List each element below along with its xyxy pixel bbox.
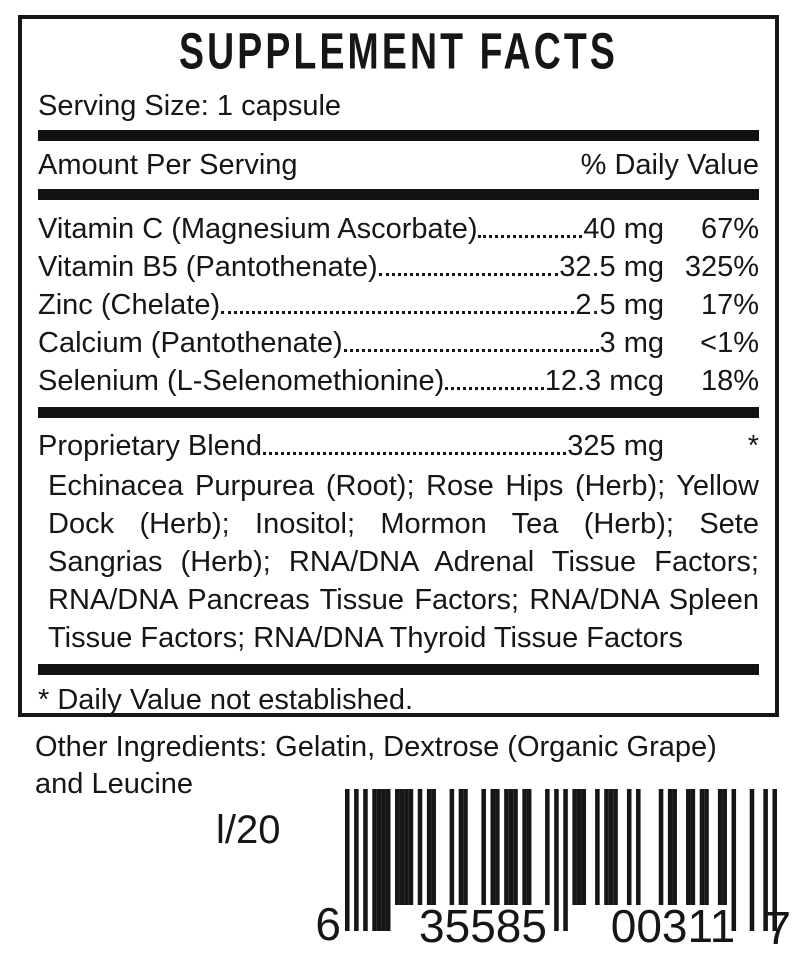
proprietary-blend-section bbox=[38, 427, 759, 657]
dot-leader bbox=[263, 452, 566, 455]
blend-description: Echinacea Purpurea (Root); Rose Hips (Herb); Yellow Dock (Herb); Inositol; Mormon Tea (Herb); Sete Sangrias (Herb); RNA/DNA Adrenal Tissue Factors; RNA/DNA Pancreas Tissue Factors; RNA/DNA Spleen Tissue Factors; RNA/DNA Thyroid Tissue Factors bbox=[48, 470, 759, 654]
nutrient-amount: 32.5 mg bbox=[559, 251, 664, 283]
nutrient-row bbox=[38, 210, 759, 248]
nutrient-name: Calcium (Pantothenate) bbox=[38, 327, 343, 359]
nutrient-amount: 2.5 mg bbox=[575, 289, 664, 321]
nutrient-row bbox=[38, 324, 759, 362]
panel-header-row bbox=[38, 148, 759, 182]
nutrient-row bbox=[38, 286, 759, 324]
separator-bar bbox=[38, 664, 759, 675]
nutrient-row bbox=[38, 362, 759, 400]
nutrient-rows bbox=[38, 210, 759, 400]
separator-bar bbox=[38, 130, 759, 141]
nutrient-amount: 12.3 mcg bbox=[544, 365, 664, 397]
lot-code-text: l/20 bbox=[216, 808, 281, 852]
separator-bar bbox=[38, 407, 759, 418]
nutrient-name: Vitamin B5 (Pantothenate) bbox=[38, 251, 378, 283]
dot-leader bbox=[344, 349, 599, 352]
other-ingredients-text: Other Ingredients: Gelatin, Dextrose (Organic Grape) and Leucine bbox=[35, 731, 717, 800]
barcode-digit-first: 6 bbox=[315, 898, 341, 950]
panel-title: SUPPLEMENT FACTS bbox=[179, 23, 618, 81]
blend-amount: 325 mg bbox=[567, 430, 664, 462]
daily-value-footnote: * Daily Value not established. bbox=[38, 684, 414, 716]
nutrient-name: Selenium (L-Selenomethionine) bbox=[38, 365, 445, 397]
nutrient-daily-value: 18% bbox=[700, 365, 759, 397]
nutrient-daily-value: 67% bbox=[700, 213, 759, 245]
nutrient-amount: 3 mg bbox=[599, 327, 664, 359]
nutrient-daily-value: <1% bbox=[700, 327, 759, 359]
upc-barcode bbox=[315, 789, 791, 954]
nutrient-amount: 40 mg bbox=[583, 213, 664, 245]
blend-name: Proprietary Blend bbox=[38, 430, 263, 462]
dot-leader bbox=[478, 235, 582, 238]
serving-size-text: Serving Size: 1 capsule bbox=[38, 90, 342, 122]
blend-daily-value-asterisk: * bbox=[747, 430, 759, 462]
nutrient-row bbox=[38, 248, 759, 286]
supplement-facts-panel bbox=[18, 15, 779, 717]
nutrient-name: Zinc (Chelate) bbox=[38, 289, 221, 321]
dot-leader bbox=[221, 311, 574, 314]
daily-value-label: % Daily Value bbox=[580, 149, 759, 181]
proprietary-blend-row bbox=[38, 427, 759, 465]
barcode-digits-left: 35585 bbox=[419, 900, 547, 952]
separator-bar bbox=[38, 189, 759, 200]
nutrient-daily-value: 325% bbox=[684, 251, 759, 283]
dot-leader bbox=[379, 273, 559, 276]
nutrient-name: Vitamin C (Magnesium Ascorbate) bbox=[38, 213, 478, 245]
dot-leader bbox=[445, 387, 543, 390]
barcode-digits-right: 00311 bbox=[610, 900, 736, 952]
amount-per-serving-label: Amount Per Serving bbox=[38, 149, 298, 181]
barcode-digit-last: 7 bbox=[765, 902, 791, 954]
nutrient-daily-value: 17% bbox=[700, 289, 759, 321]
